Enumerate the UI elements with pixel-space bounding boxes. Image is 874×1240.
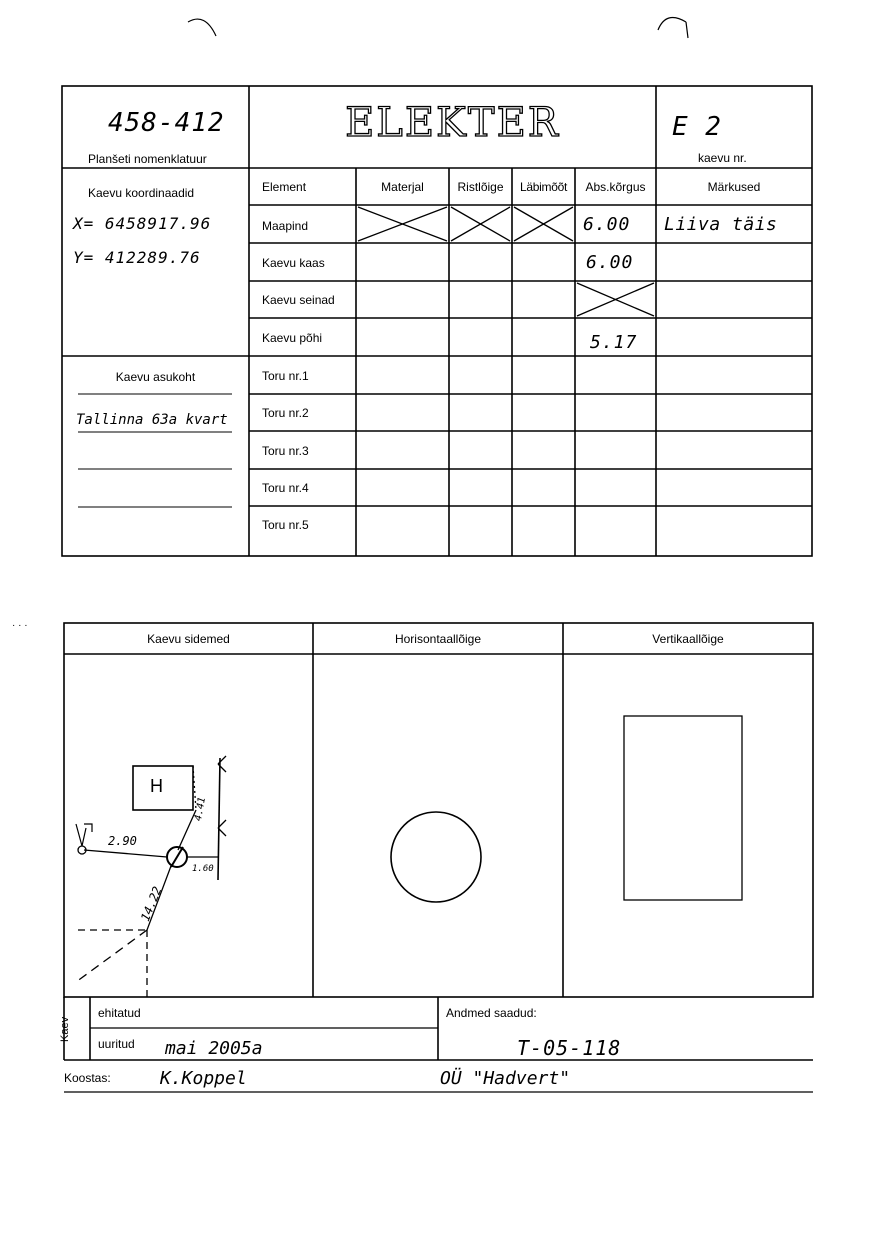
dimension-label: 14.22: [138, 884, 165, 924]
row-label: Toru nr.3: [262, 444, 309, 458]
row-label: Maapind: [262, 219, 309, 233]
coordinate-x: X= 6458917.96: [73, 214, 212, 233]
surveyed-value: mai 2005a: [165, 1038, 263, 1059]
dimension-label: 4.41: [193, 796, 209, 822]
dimension-label: 1.60: [192, 864, 214, 874]
building-label: H: [150, 776, 163, 796]
well-number-label: kaevu nr.: [698, 151, 747, 165]
row-label: Toru nr.2: [262, 406, 309, 420]
abs-height-value: 5.17: [590, 332, 638, 353]
data-source-label: Andmed saadud:: [446, 1006, 537, 1020]
vertical-section-rect: [624, 716, 742, 900]
header-element: Element: [262, 180, 307, 194]
company-value: OÜ "Hadvert": [440, 1068, 571, 1089]
top-form-grid: [0, 0, 874, 570]
nomenclature-label: Planšeti nomenklatuur: [88, 152, 207, 166]
scan-dots: · · ·: [12, 620, 28, 631]
building-rect: [133, 766, 193, 810]
nomenclature-value: 458-412: [108, 108, 225, 138]
horizontal-section-circle: [391, 812, 481, 902]
row-label: Kaevu kaas: [262, 256, 325, 270]
row-label: Toru nr.5: [262, 518, 309, 532]
header-notes: Märkused: [707, 180, 761, 194]
abs-height-value: 6.00: [583, 214, 631, 235]
row-label: Toru nr.1: [262, 369, 309, 383]
header-diameter: Läbimõõt: [520, 180, 567, 194]
coordinates-label: Kaevu koordinaadid: [88, 186, 195, 200]
built-label: ehitatud: [98, 1006, 141, 1020]
dimension-label: 2.90: [108, 834, 137, 848]
fence-line: [218, 758, 220, 880]
header-cross-section: Ristlõige: [457, 180, 504, 194]
well-number-value: E 2: [672, 112, 722, 142]
section-vertical-label: Vertikaallõige: [652, 632, 724, 646]
surveyed-label: uuritud: [98, 1037, 135, 1051]
section-horizontal-label: Horisontaallõige: [394, 632, 482, 646]
row-label: Toru nr.4: [262, 481, 309, 495]
form-title: ELEKTER: [345, 100, 560, 146]
row-label: Kaevu seinad: [262, 293, 335, 307]
header-material: Materjal: [381, 180, 424, 194]
location-label: Kaevu asukoht: [115, 370, 196, 384]
header-abs-height: Abs.kõrgus: [585, 180, 646, 194]
compiled-by-value: K.Koppel: [160, 1068, 247, 1089]
coordinate-y: Y= 412289.76: [73, 248, 201, 267]
section-ties-label: Kaevu sidemed: [147, 632, 230, 646]
data-source-value: T-05-118: [517, 1036, 622, 1060]
notes-value: Liiva täis: [664, 214, 778, 235]
row-label: Kaevu põhi: [262, 331, 323, 345]
location-value: Tallinna 63a kvart: [76, 412, 228, 428]
abs-height-value: 6.00: [586, 252, 634, 273]
compiled-label: Koostas:: [64, 1071, 111, 1085]
footer-side-label: Kaev: [59, 1016, 71, 1042]
